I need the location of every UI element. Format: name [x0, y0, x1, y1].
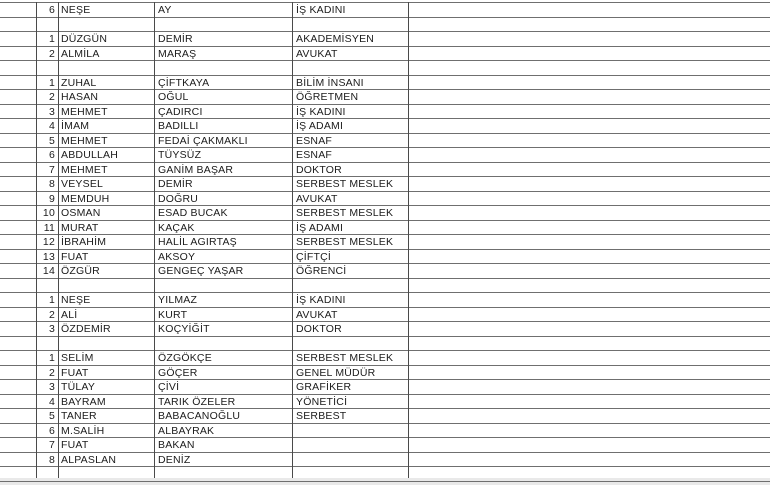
first-name-cell: OSMAN [61, 207, 101, 219]
first-name-cell: MEMDUH [61, 192, 110, 205]
row-number [37, 337, 57, 351]
table-row [0, 279, 770, 294]
profession-cell: İŞ KADINI [296, 4, 346, 16]
first-name-cell: İMAM [61, 120, 90, 132]
row-number: 5 [48, 134, 55, 147]
profession-cell: DOKTOR [296, 163, 342, 176]
row-number: 5 [48, 410, 55, 422]
profession-cell: BİLİM İNSANI [296, 76, 364, 89]
row-number: 2 [48, 366, 55, 379]
table-row [0, 293, 770, 308]
profession-cell: ESNAF [296, 134, 333, 147]
surname-cell: BABACANOĞLU [158, 410, 241, 422]
profession-cell: SERBEST MESLEK [296, 236, 394, 248]
profession-cell: İŞ KADINI [296, 105, 346, 118]
profession-cell [296, 453, 406, 467]
profession-cell [296, 61, 406, 75]
surname-cell: KURT [158, 308, 188, 321]
profession-cell: DOKTOR [296, 323, 342, 335]
row-number: 2 [48, 308, 55, 321]
profession-cell [296, 337, 406, 351]
table-row [0, 192, 770, 207]
row-number [37, 61, 57, 75]
row-number: 1 [48, 76, 55, 89]
first-name-cell: VEYSEL [61, 178, 104, 190]
profession-cell [296, 18, 406, 32]
surname-cell [158, 467, 290, 481]
column-divider [58, 2, 59, 478]
row-number: 1 [48, 352, 55, 364]
first-name-cell: MEHMET [61, 105, 108, 118]
row-number: 2 [48, 47, 55, 60]
first-name-cell [61, 279, 153, 293]
table-row [0, 221, 770, 236]
profession-cell: İŞ ADAMI [296, 221, 344, 234]
surname-cell: ÖZGÖKÇE [158, 352, 212, 364]
profession-cell [296, 279, 406, 293]
row-number: 4 [48, 395, 55, 408]
profession-cell: SERBEST MESLEK [296, 207, 394, 219]
first-name-cell: FUAT [61, 250, 89, 263]
row-number: 9 [48, 192, 55, 205]
surname-cell: TÜYSÜZ [158, 149, 202, 161]
row-number: 7 [48, 163, 55, 176]
row-number: 6 [48, 149, 55, 161]
profession-cell: AVUKAT [296, 47, 338, 60]
first-name-cell: ALMİLA [61, 47, 100, 60]
profession-cell: GRAFİKER [296, 381, 352, 393]
column-divider [408, 2, 409, 478]
table-row [0, 395, 770, 410]
profession-cell [296, 424, 406, 438]
first-name-cell [61, 18, 153, 32]
surname-cell: MARAŞ [158, 47, 197, 60]
surname-cell: DENİZ [158, 453, 191, 466]
table-row [0, 351, 770, 366]
table-row [0, 76, 770, 91]
column-divider [292, 2, 293, 478]
surname-cell: KOÇYİĞİT [158, 323, 210, 335]
first-name-cell: NEŞE [61, 294, 91, 306]
table-row [0, 148, 770, 163]
first-name-cell: NEŞE [61, 4, 91, 16]
surname-cell: ÇADIRCI [158, 105, 203, 118]
profession-cell [296, 438, 406, 452]
table-row [0, 206, 770, 221]
first-name-cell: DÜZGÜN [61, 33, 108, 45]
surname-cell: AY [158, 4, 172, 16]
first-name-cell: ABDULLAH [61, 149, 119, 161]
row-number: 8 [48, 453, 55, 466]
first-name-cell: ÖZGÜR [61, 265, 100, 277]
column-divider [36, 2, 37, 478]
row-number: 13 [42, 250, 55, 263]
surname-cell: ESAD BUCAK [158, 207, 228, 219]
profession-cell: İŞ KADINI [296, 294, 346, 306]
row-number [37, 18, 57, 32]
table-row [0, 18, 770, 33]
surname-cell [158, 337, 290, 351]
row-number: 12 [42, 236, 55, 248]
first-name-cell: TÜLAY [61, 381, 96, 393]
first-name-cell: ALPASLAN [61, 453, 117, 466]
surname-cell: DEMİR [158, 33, 193, 45]
table-row [0, 409, 770, 424]
profession-cell: AVUKAT [296, 308, 338, 321]
row-number: 6 [48, 4, 55, 16]
profession-cell: ÖĞRENCİ [296, 265, 347, 277]
first-name-cell: FUAT [61, 366, 89, 379]
first-name-cell: ALİ [61, 308, 78, 321]
profession-cell: AKADEMİSYEN [296, 33, 375, 45]
table-row [0, 264, 770, 279]
surname-cell: AKSOY [158, 250, 196, 263]
surname-cell: KAÇAK [158, 221, 195, 234]
table-row [0, 47, 770, 62]
surname-cell: FEDAİ ÇAKMAKLI [158, 134, 248, 147]
table-row [0, 61, 770, 76]
surname-cell: GENGEÇ YAŞAR [158, 265, 244, 277]
first-name-cell: TANER [61, 410, 97, 422]
first-name-cell: ÖZDEMİR [61, 323, 111, 335]
row-number: 7 [48, 439, 55, 451]
table-row [0, 90, 770, 105]
row-number: 8 [48, 178, 55, 190]
table-row [0, 32, 770, 47]
surname-cell [158, 61, 290, 75]
first-name-cell: FUAT [61, 439, 89, 451]
profession-cell: GENEL MÜDÜR [296, 366, 376, 379]
table-row [0, 337, 770, 352]
profession-cell: AVUKAT [296, 192, 338, 205]
profession-cell: SERBEST [296, 410, 347, 422]
profession-cell: ESNAF [296, 149, 333, 161]
table-row [0, 438, 770, 453]
row-number: 2 [48, 91, 55, 103]
first-name-cell: BAYRAM [61, 395, 106, 408]
surname-cell: YILMAZ [158, 294, 198, 306]
row-number: 1 [48, 294, 55, 306]
first-name-cell: MEHMET [61, 134, 108, 147]
profession-cell: YÖNETİCİ [296, 395, 348, 408]
profession-cell: İŞ ADAMI [296, 120, 344, 132]
table-row [0, 380, 770, 395]
table-row [0, 119, 770, 134]
table-row [0, 424, 770, 439]
surname-cell: DEMİR [158, 178, 193, 190]
first-name-cell: M.SALİH [61, 424, 105, 437]
profession-cell: ÖĞRETMEN [296, 91, 359, 103]
table-row [0, 3, 770, 18]
table-row [0, 453, 770, 468]
row-number: 11 [43, 221, 55, 234]
surname-cell: GANİM BAŞAR [158, 163, 234, 176]
row-number: 4 [48, 120, 55, 132]
row-number: 6 [48, 424, 55, 437]
surname-cell: ÇİVİ [158, 381, 180, 393]
table-row [0, 366, 770, 381]
surname-cell: OĞUL [158, 91, 189, 103]
surname-cell: BAKAN [158, 439, 195, 451]
first-name-cell: HASAN [61, 91, 99, 103]
table-row [0, 134, 770, 149]
table-row [0, 235, 770, 250]
profession-cell: SERBEST MESLEK [296, 352, 394, 364]
profession-cell [296, 467, 406, 481]
surname-cell: ÇİFTKAYA [158, 76, 210, 89]
surname-cell: GÖÇER [158, 366, 198, 379]
row-number [37, 467, 57, 481]
table-row [0, 308, 770, 323]
row-number [37, 279, 57, 293]
profession-cell: SERBEST MESLEK [296, 178, 394, 190]
surname-cell: DOĞRU [158, 192, 199, 205]
profession-cell: ÇİFTÇİ [296, 250, 332, 263]
row-number: 3 [48, 105, 55, 118]
first-name-cell: MURAT [61, 221, 99, 234]
row-number: 3 [48, 323, 55, 335]
surname-cell [158, 18, 290, 32]
surname-cell: ALBAYRAK [158, 424, 215, 437]
surname-cell: HALİL AGIRTAŞ [158, 236, 237, 248]
table-row [0, 250, 770, 265]
first-name-cell [61, 61, 153, 75]
table-row [0, 322, 770, 337]
surname-cell: TARIK ÖZELER [158, 395, 236, 408]
surname-cell [158, 279, 290, 293]
row-number: 10 [42, 207, 55, 219]
table-row [0, 177, 770, 192]
first-name-cell: MEHMET [61, 163, 108, 176]
table-row [0, 163, 770, 178]
first-name-cell: ZUHAL [61, 76, 97, 89]
row-number: 1 [48, 33, 55, 45]
column-divider [154, 2, 155, 478]
first-name-cell: SELİM [61, 352, 94, 364]
first-name-cell [61, 337, 153, 351]
surname-cell: BADILLI [158, 120, 199, 132]
row-number: 14 [42, 265, 55, 277]
table-row [0, 105, 770, 120]
first-name-cell [61, 467, 153, 481]
table-row [0, 467, 770, 482]
first-name-cell: İBRAHİM [61, 236, 107, 248]
row-number: 3 [48, 381, 55, 393]
